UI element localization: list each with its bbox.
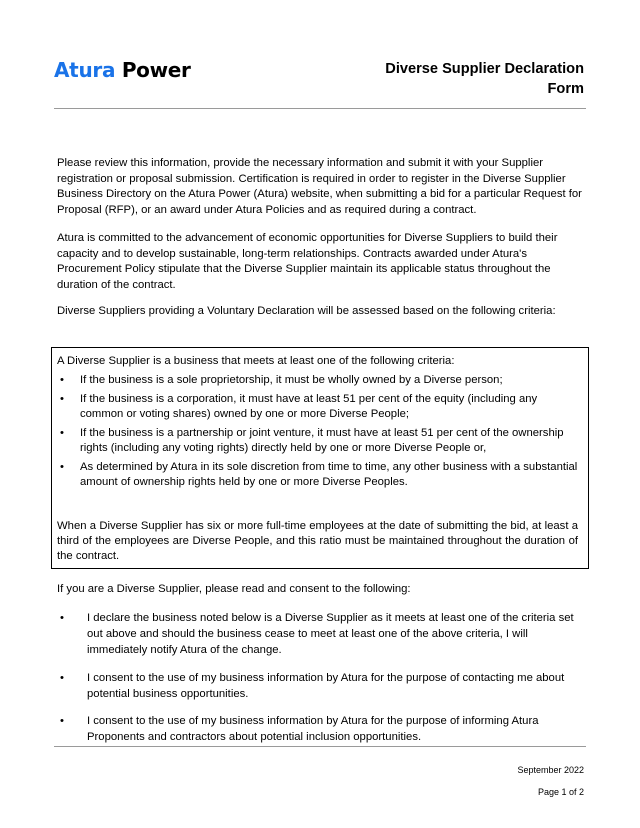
consent-item	[57, 610, 582, 658]
consent-item-text: I declare the business noted below is a Diverse Supplier as it meets at least one of the criteria set out above and should the business cease to meet at least one of the above criteria, I will immediately notify Atura of the change.	[87, 612, 574, 656]
criteria-item	[57, 392, 583, 422]
intro-paragraph-1: Please review this information, provide the necessary information and submit it with your Supplier registration or proposal submission. Certification is required in order to register in the Diverse Supplier Business Directory on the Atura Power (Atura) website, when submitting a bid for a particular Request for Proposal (RFP), or an award under Atura Policies and as required during a contract.	[57, 157, 582, 216]
intro-paragraph-2: Atura is committed to the advancement of economic opportunities for Diverse Suppliers to build their capacity and to develop sustainable, long-term relationships. Contracts awarded under Atura's Procurement Policy stipulate that the Diverse Supplier maintain its applicable status throughout the duration of the contract.	[57, 232, 558, 291]
consent-item-contact	[57, 670, 582, 702]
consent-lead: If you are a Diverse Supplier, please read and consent to the following:	[57, 583, 411, 595]
consent-item-text: I consent to the use of my business information by Atura for the purpose of informing Atura Proponents and contractors about potential inclusion opportunities.	[87, 715, 539, 743]
bullet-icon: •	[60, 393, 64, 405]
footer-date: September 2022	[517, 765, 584, 775]
criteria-item	[57, 426, 583, 456]
criteria-lead: A Diverse Supplier is a business that meets at least one of the following criteria:	[57, 355, 455, 367]
page-number: Page 1 of 2	[537, 787, 584, 797]
form-title-line1: Diverse Supplier Declaration	[385, 61, 584, 77]
criteria-item-text: If the business is a sole proprietorship, it must be wholly owned by a Diverse person;	[80, 374, 503, 386]
criteria-item	[57, 460, 583, 490]
bullet-icon: •	[60, 461, 64, 473]
form-title	[324, 59, 584, 99]
bullet-icon: •	[60, 427, 64, 439]
footer-divider	[54, 746, 586, 747]
bullet-icon: •	[60, 715, 64, 727]
consent-item-inform	[57, 713, 582, 745]
header-divider	[54, 108, 586, 109]
criteria-box	[51, 347, 589, 569]
criteria-item	[57, 373, 583, 388]
consent-item	[57, 670, 582, 702]
employee-ratio-note: When a Diverse Supplier has six or more full-time employees at the date of submitting the bid, at least a third of the employees are Diverse People, and this ratio must be maintained throughout the duration of the contract.	[57, 520, 578, 562]
company-logo	[54, 58, 191, 82]
bullet-icon: •	[60, 672, 64, 684]
consent-item-text: I consent to the use of my business information by Atura for the purpose of contacting me about potential business opportunities.	[87, 672, 565, 700]
logo-power-text: Power	[121, 58, 191, 82]
criteria-item-text: If the business is a corporation, it must have at least 51 per cent of the equity (including any common or voting shares) owned by one or more Diverse People;	[80, 393, 538, 420]
bullet-icon: •	[60, 612, 64, 624]
criteria-item-text: As determined by Atura in its sole discretion from time to time, any other business with a substantial amount of ownership rights held by one or more Diverse Peoples.	[80, 461, 578, 488]
consent-item	[57, 713, 582, 745]
bullet-icon: •	[60, 374, 64, 386]
criteria-item-text: If the business is a partnership or joint venture, it must have at least 51 per cent of the ownership rights (including any voting rights) directly held by one or more Diverse People or,	[80, 427, 564, 454]
form-title-line2: Form	[547, 81, 584, 97]
consent-item-declare	[57, 610, 582, 658]
logo-atura-text: Atura	[54, 58, 116, 82]
criteria-list	[57, 373, 583, 490]
intro-paragraph-3: Diverse Suppliers providing a Voluntary Declaration will be assessed based on the following criteria:	[57, 305, 556, 317]
